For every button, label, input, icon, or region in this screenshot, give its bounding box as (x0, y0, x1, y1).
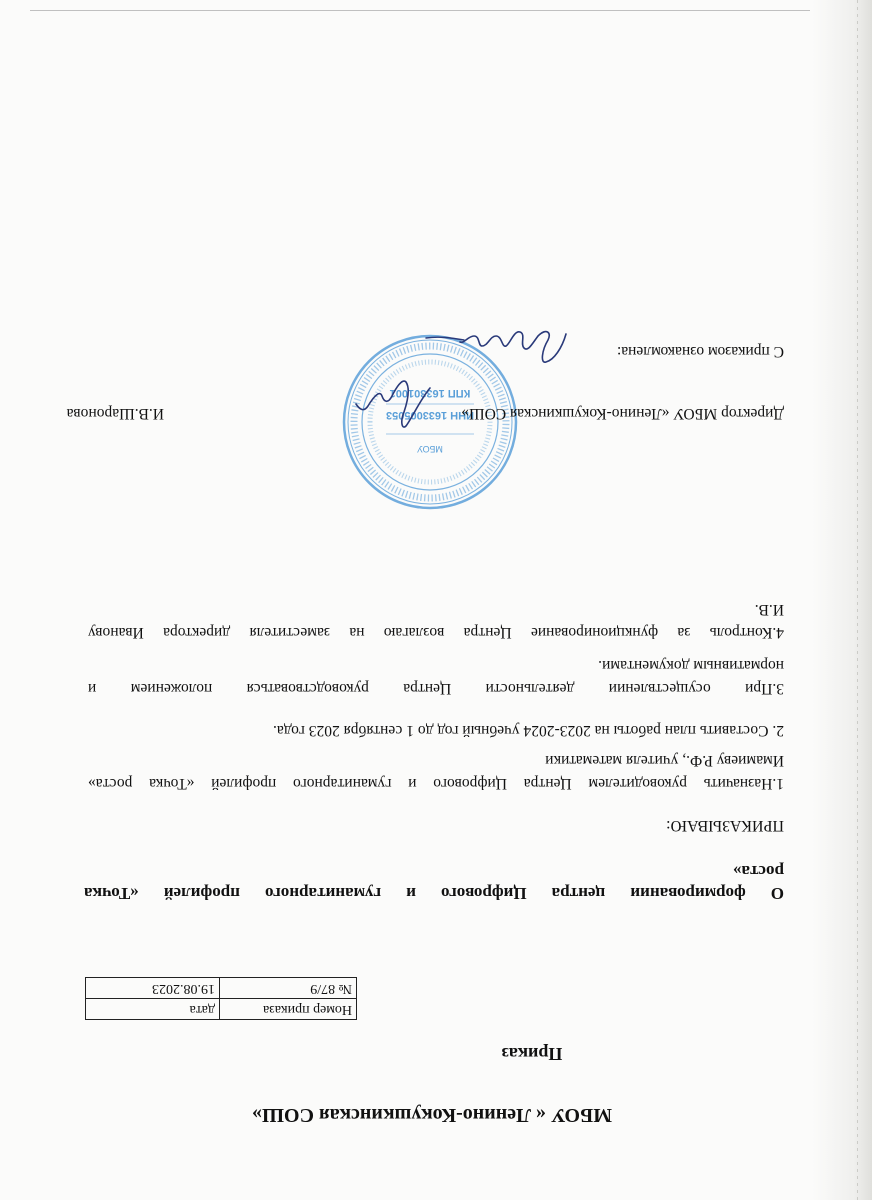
order-number-table (85, 977, 357, 1020)
order-item-4-line2: И.В. (754, 601, 784, 618)
organization-heading: МБОУ « Ленино-Кокушкинская СОШ» (251, 1104, 613, 1126)
order-title (84, 860, 784, 904)
director-label: Директор МБОУ «Ленино-Кокушкинская СОШ» (461, 405, 784, 422)
order-item-3 (88, 654, 784, 700)
order-word: ПРИКАЗЫВАЮ: (666, 817, 784, 834)
order-item-3-line1: 3.При осуществлении деятельности Центра руководствоваться положением и (88, 680, 784, 697)
order-date-value: 19.08.2023 (86, 978, 220, 999)
order-title-line2: роста» (732, 862, 784, 881)
order-item-1-line2: Имамиеву Р.Ф., учителя математики (545, 752, 784, 769)
order-title-line1: О формировании центра Цифрового и гуманитарного профилей «Точка (84, 884, 784, 903)
order-item-2-line1: 2. Составить план работы на 2023-2024 учебный год до 1 сентября 2023 года. (272, 722, 784, 739)
acquainted-label: С приказом ознакомлена: (616, 343, 784, 360)
director-name: И.В.Шаронова (66, 405, 164, 422)
order-item-4 (88, 598, 784, 644)
order-number-header: Номер приказа (220, 999, 357, 1020)
order-item-1-line1: 1.Назначить руководителем Центра Цифрового и гуманитарного профилей «Точка роста» (88, 775, 784, 792)
stamp-inn: ИНН 1633005053 (385, 409, 475, 421)
order-item-1 (88, 749, 784, 795)
document-type-heading: Приказ (501, 1044, 563, 1064)
stamp-center-label: МБОУ (417, 444, 443, 454)
order-item-4-line1: 4.Контроль за функционирование Центра возлагаю на заместителя директора Иванову (88, 624, 784, 641)
order-item-2 (88, 719, 784, 742)
director-signature (350, 370, 440, 440)
acquaintance-signature (422, 314, 572, 374)
stamp-kpp: КПП 163301001 (389, 387, 471, 399)
order-table-value-row (86, 978, 357, 999)
order-item-3-line2: нормативным документами. (598, 657, 784, 674)
order-date-header: дата (86, 999, 220, 1020)
order-number-value: № 87/9 (220, 978, 357, 999)
order-table-header-row (86, 999, 357, 1020)
